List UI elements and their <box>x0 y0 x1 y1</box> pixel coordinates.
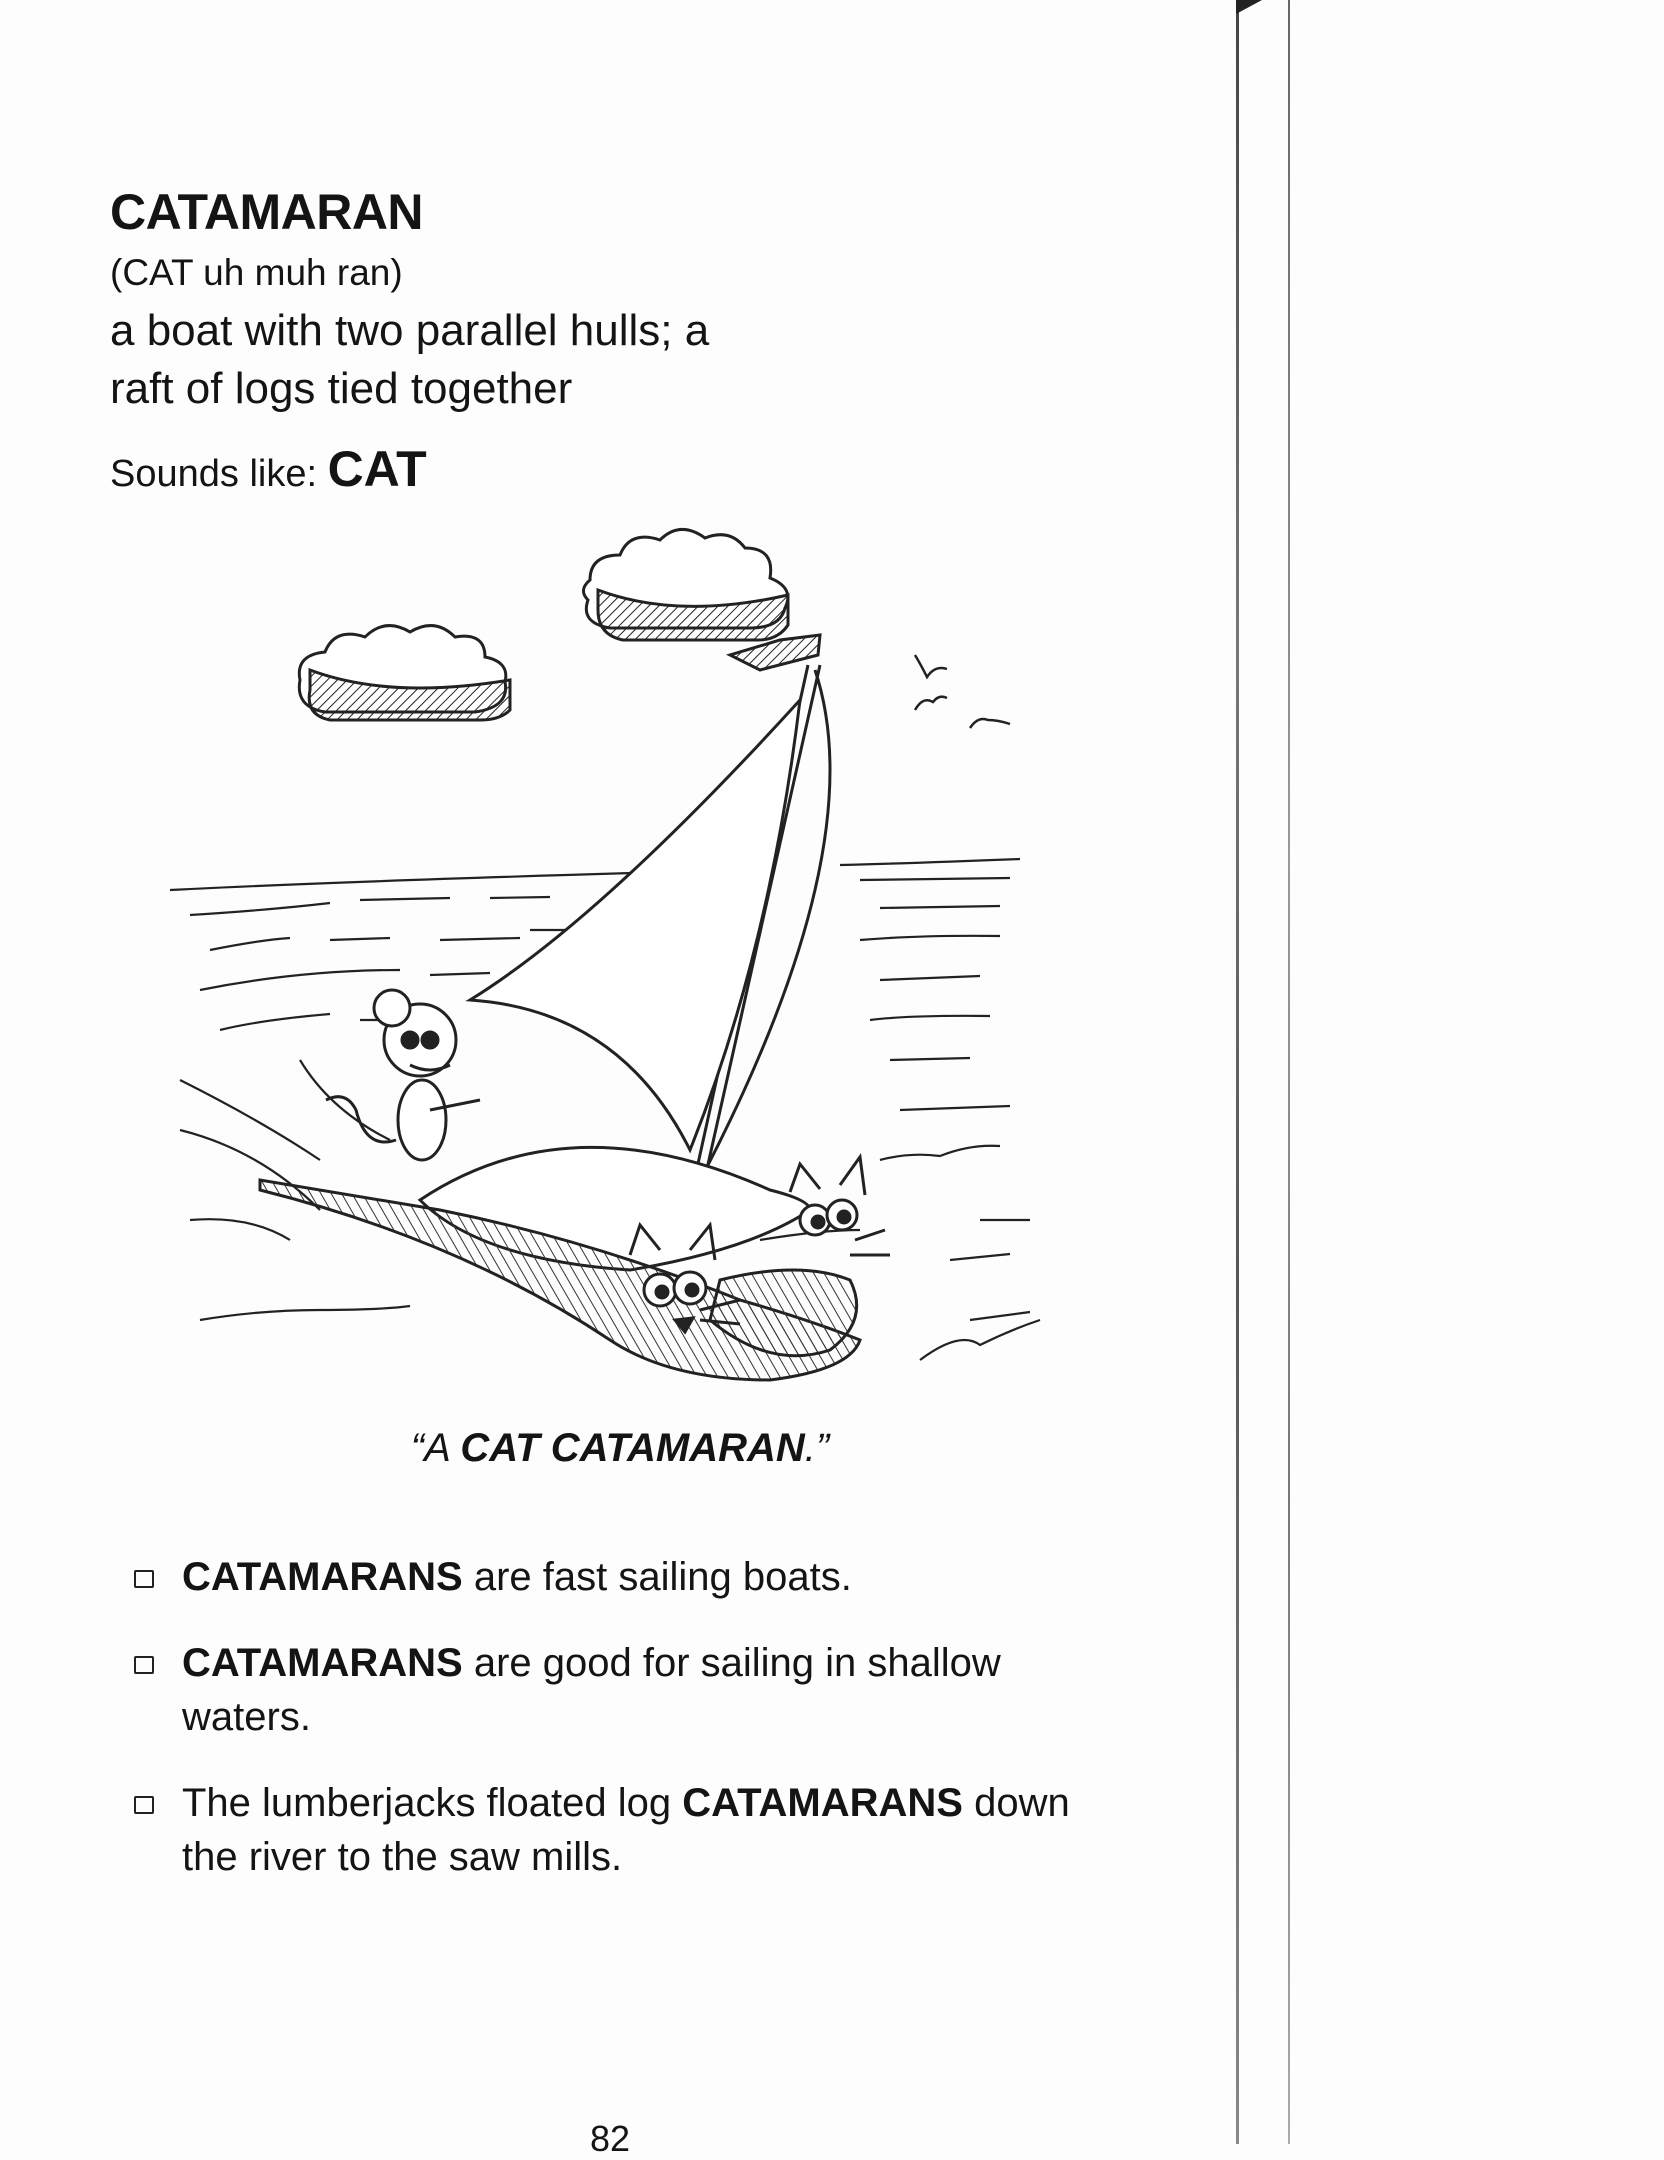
sounds-like-word: CAT <box>327 441 427 497</box>
illustration-caption <box>0 1426 1240 1471</box>
example-1-rest: are fast sailing boats. <box>462 1555 852 1599</box>
binding-line-right <box>1288 0 1290 2144</box>
example-sentences <box>130 1550 1130 1916</box>
book-binding-edge <box>1236 0 1296 2144</box>
entry-headword: CATAMARAN <box>110 184 424 240</box>
sounds-like-label: Sounds like: <box>110 453 318 495</box>
sailboat <box>470 635 830 1200</box>
entry-pronunciation: (CAT uh muh ran) <box>110 252 403 293</box>
cloud-left <box>299 626 510 720</box>
example-1-strong: CATAMARANS <box>182 1555 463 1599</box>
definition-line-1: a boat with two parallel hulls; a <box>110 306 710 355</box>
example-sentence-1 <box>130 1550 1130 1604</box>
checkbox-icon <box>134 1570 154 1588</box>
cat-catamaran-illustration <box>160 520 1060 1400</box>
caption-close-quote: .” <box>804 1426 830 1470</box>
example-2-rest: are good for sailing in shallow waters. <box>182 1641 1001 1739</box>
example-3-rest: down the river to the saw mills. <box>182 1781 1070 1879</box>
example-3-pre: The lumberjacks floated log <box>182 1781 683 1825</box>
caption-open-quote: “A <box>410 1426 461 1470</box>
birds <box>915 655 1010 728</box>
checkbox-icon <box>134 1796 154 1814</box>
entry-definition <box>110 302 750 418</box>
caption-strong: CAT CATAMARAN <box>460 1426 805 1470</box>
definition-line-2: raft of logs tied together <box>110 364 573 413</box>
binding-corner <box>1236 0 1262 14</box>
example-3-strong: CATAMARANS <box>682 1781 963 1825</box>
cloud-right <box>583 529 788 640</box>
example-sentence-2 <box>130 1636 1130 1744</box>
page-number: 82 <box>590 2118 631 2159</box>
sounds-like <box>110 440 427 498</box>
mouse-sailor <box>326 990 480 1160</box>
example-2-strong: CATAMARANS <box>182 1641 463 1685</box>
raft <box>260 1147 860 1380</box>
checkbox-icon <box>134 1656 154 1674</box>
binding-line-left <box>1236 0 1239 2144</box>
example-sentence-3 <box>130 1776 1130 1884</box>
